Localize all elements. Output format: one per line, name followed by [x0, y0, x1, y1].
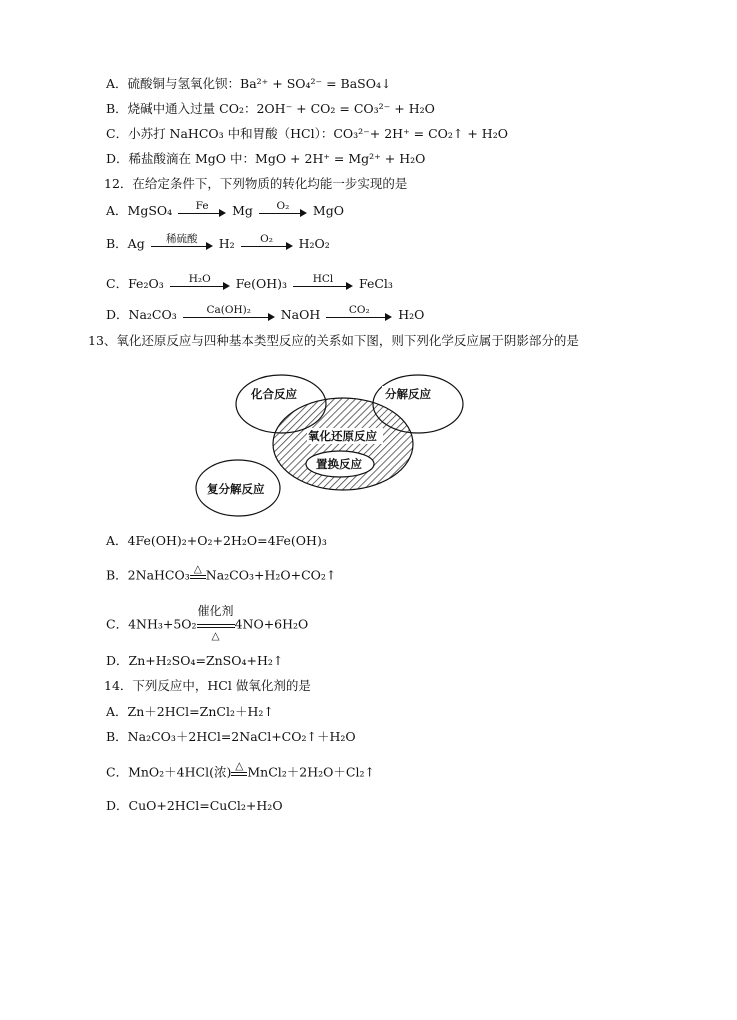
combination-label: 化合反应 — [251, 387, 297, 401]
q13-option-b — [106, 563, 337, 586]
q12-b-prefix: B．Ag — [106, 236, 145, 251]
q14-c-left: C．MnO₂＋4HCl(浓) — [106, 764, 232, 780]
q13-option-a: A．4Fe(OH)₂+O₂+2H₂O=4Fe(OH)₃ — [106, 533, 327, 548]
decomposition-label: 分解反应 — [385, 387, 431, 401]
condition-top: 催化剂 — [197, 604, 234, 618]
q11-option-c: C．小苏打 NaHCO₃ 中和胃酸（HCl）：CO₃²⁻+ 2H⁺ = CO₂↑ + H₂O — [106, 126, 508, 141]
q11-option-d: D．稀盐酸滴在 MgO 中：MgO + 2H⁺ = Mg²⁺ + H₂O — [106, 151, 426, 166]
heating-condition — [231, 760, 247, 783]
q14-option-c — [106, 760, 375, 783]
decomposition-ellipse — [373, 375, 463, 433]
reaction-arrow — [293, 272, 353, 293]
redox-label: 氧化还原反应 — [308, 429, 377, 443]
q12-d-prefix: D．Na₂CO₃ — [106, 307, 177, 322]
q12-stem: 12．在给定条件下，下列物质的转化均能一步实现的是 — [104, 176, 408, 191]
q12-a-mid: Mg — [232, 203, 253, 218]
reaction-arrow — [326, 303, 392, 324]
displacement-label: 置换反应 — [316, 457, 362, 471]
q14-stem: 14．下列反应中，HCl 做氧化剂的是 — [104, 678, 311, 693]
reaction-arrow — [183, 303, 275, 324]
condition-bottom: △ — [211, 630, 220, 642]
arrow-label: H₂O — [188, 272, 211, 285]
q14-option-b: B．Na₂CO₃＋2HCl=2NaCl+CO₂↑＋H₂O — [106, 729, 356, 744]
q14-option-a: A．Zn＋2HCl=ZnCl₂＋H₂↑ — [106, 704, 274, 719]
arrow-label: 稀硫酸 — [165, 232, 198, 245]
q13-b-left: B．2NaHCO₃ — [106, 567, 190, 583]
q12-b-product: H₂O₂ — [298, 236, 330, 251]
q12-c-prefix: C．Fe₂O₃ — [106, 276, 164, 291]
q12-c-mid: Fe(OH)₃ — [235, 276, 288, 291]
arrow-label: HCl — [312, 272, 334, 285]
double-decomposition-label: 复分解反应 — [207, 482, 265, 496]
reaction-arrow — [151, 232, 213, 253]
q14-option-d: D．CuO+2HCl=CuCl₂+H₂O — [106, 798, 283, 813]
reaction-arrow — [178, 199, 226, 220]
q13-option-d: D．Zn+H₂SO₄=ZnSO₄+H₂↑ — [106, 653, 284, 668]
q12-option-d — [106, 303, 425, 324]
q12-d-mid: NaOH — [280, 307, 321, 322]
heating-condition — [190, 563, 206, 586]
q13-b-right: Na₂CO₃+H₂O+CO₂↑ — [205, 567, 337, 583]
q13-c-left: C．4NH₃+5O₂ — [106, 616, 197, 632]
q12-option-c — [106, 272, 393, 293]
reaction-arrow — [259, 199, 307, 220]
q12-a-prefix: A．MgSO₄ — [106, 203, 173, 218]
condition-label: △ — [193, 563, 202, 575]
arrow-label: Fe — [195, 199, 209, 212]
q12-c-product: FeCl₃ — [358, 276, 393, 291]
q12-option-a — [106, 199, 344, 220]
reaction-type-venn-diagram — [195, 368, 470, 518]
reaction-arrow — [170, 272, 230, 293]
arrow-label: Ca(OH)₂ — [206, 303, 251, 316]
q12-a-product: MgO — [312, 203, 344, 218]
condition-label: △ — [235, 760, 244, 772]
q12-b-mid: H₂ — [218, 236, 235, 251]
q11-option-a: A．硫酸铜与氢氧化钡：Ba²⁺ + SO₄²⁻ = BaSO₄↓ — [106, 76, 392, 91]
q11-option-b: B．烧碱中通入过量 CO₂：2OH⁻ + CO₂ = CO₃²⁻ + H₂O — [106, 101, 435, 116]
q13-option-c — [106, 604, 309, 642]
q14-c-right: MnCl₂＋2H₂O＋Cl₂↑ — [247, 764, 375, 780]
reaction-arrow — [241, 232, 293, 253]
catalyst-condition — [197, 604, 235, 642]
q13-stem: 13、氧化还原反应与四种基本类型反应的关系如下图，则下列化学反应属于阴影部分的是 — [88, 333, 579, 348]
arrow-label: CO₂ — [348, 303, 370, 316]
q12-d-product: H₂O — [398, 307, 425, 322]
arrow-label: O₂ — [276, 199, 290, 212]
q12-option-b — [106, 232, 330, 253]
arrow-label: O₂ — [260, 232, 273, 245]
q13-c-right: 4NO+6H₂O — [234, 616, 309, 632]
